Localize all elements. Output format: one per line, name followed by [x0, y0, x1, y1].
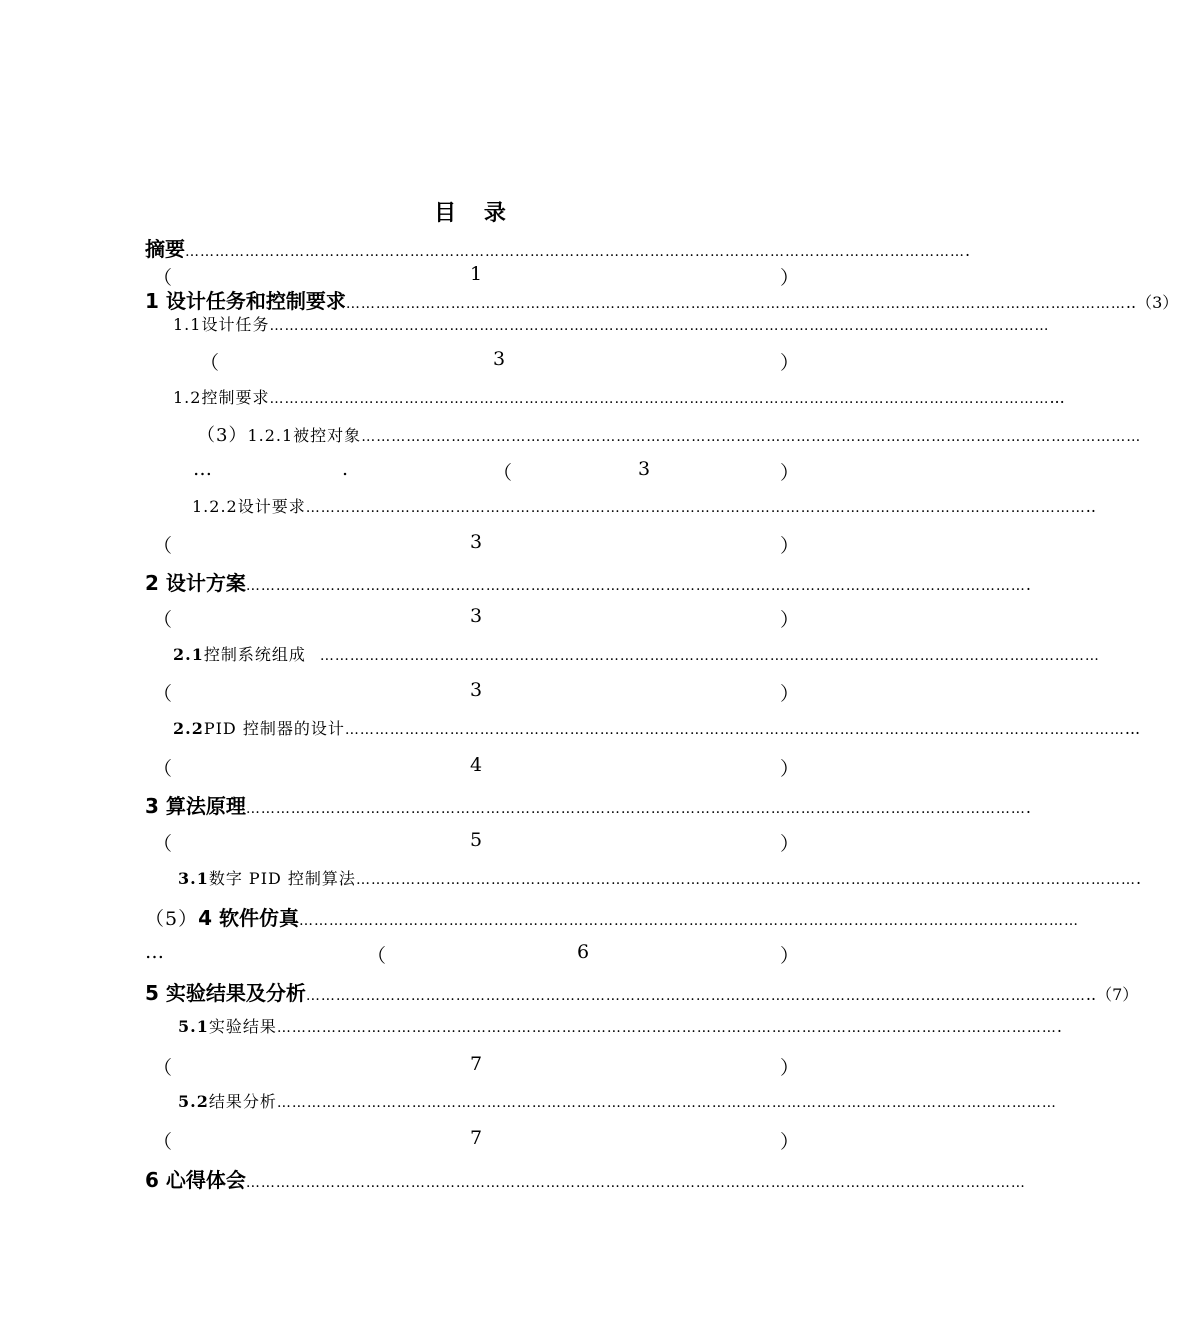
page-number-row [145, 348, 809, 376]
dot-leader: ………………………………………………………………………………………………………………………………………… [245, 578, 1026, 594]
page-number: 3 [493, 348, 506, 370]
paren-close: ） [779, 945, 799, 967]
dot-leader: ………………………………………………………………………………………………………………………………………… [344, 722, 1125, 738]
dot-leader: ………………………………………………………………………………………………………………………………………… [269, 318, 1050, 334]
toc-entry-section-4[interactable] [145, 902, 1079, 932]
page-number: 1 [470, 263, 483, 285]
toc-entry-prefix: （3） [197, 425, 248, 446]
toc-entry-number: 1.1 [173, 315, 202, 334]
page-number-row [145, 1127, 809, 1155]
toc-entry-tail: ..（7） [1085, 985, 1139, 1004]
toc-entry-number: 1.2 [173, 388, 202, 407]
toc-entry-section-1-2-2[interactable] [145, 494, 1096, 524]
paren-close: ） [779, 683, 799, 705]
page-number: 3 [470, 679, 483, 701]
page-number: 3 [470, 531, 483, 553]
paren-open: （ [153, 609, 173, 631]
dot-leader: ………………………………………………………………………………………………………………………………………… [276, 1020, 1057, 1036]
toc-entry-section-1-2[interactable] [145, 385, 1065, 415]
toc-entry-label: 数字 PID 控制算法 [208, 869, 356, 888]
toc-entry-tail: . [1025, 798, 1031, 817]
dot-leader: ………………………………………………………………………………………………………………………………………… [345, 296, 1126, 312]
toc-entry-tail: . [1135, 869, 1142, 888]
toc-entry-label: 设计要求 [237, 497, 306, 516]
paren-close: ） [779, 1057, 799, 1079]
paren-open: （ [153, 758, 173, 780]
toc-entry-abstract[interactable] [145, 233, 971, 263]
paren-open: （ [153, 683, 173, 705]
paren-open: （ [153, 833, 173, 855]
dot-leader: ………………………………………………………………………………………………………………………………………… [245, 1175, 1026, 1191]
paren-open: （ [153, 1131, 173, 1153]
paren-close: ） [779, 1131, 799, 1153]
toc-entry-label: 4 软件仿真 [198, 906, 299, 930]
paren-open: （ [153, 1057, 173, 1079]
toc-entry-label: PID 控制器的设计 [203, 719, 345, 738]
toc-entry-tail: ... [1124, 719, 1141, 738]
page-number: 7 [470, 1127, 483, 1149]
paren-close: ） [779, 758, 799, 780]
toc-entry-number: 2.1 [173, 645, 204, 664]
paren-open: （ [367, 945, 387, 967]
toc-entry-number: 1.2.2 [192, 497, 238, 516]
toc-entry-section-5-2[interactable] [145, 1089, 1057, 1119]
dot-leader: ………………………………………………………………………………………………………………………………………… [276, 1095, 1057, 1111]
toc-entry-tail: . [965, 241, 971, 260]
paren-open: （ [153, 267, 173, 289]
toc-entry-section-3[interactable] [145, 790, 1031, 820]
toc-entry-tail: ..（3） [1125, 293, 1178, 312]
toc-entry-label: 被控对象 [293, 426, 362, 445]
toc-entry-label: 设计任务 [201, 315, 270, 334]
toc-entry-label: 摘要 [145, 237, 185, 261]
toc-entry-section-2-2[interactable] [145, 716, 1141, 746]
toc-entry-number: 3.1 [178, 869, 209, 888]
continuation-ellipsis: … [145, 941, 164, 963]
toc-entry-label: 5 实验结果及分析 [145, 981, 306, 1005]
dot-leader: ………………………………………………………………………………………………………………………………………… [361, 429, 1142, 445]
toc-entry-label: 实验结果 [208, 1017, 277, 1036]
dot-leader: ………………………………………………………………………………………………………………………………………… [355, 872, 1136, 888]
page-number: 6 [577, 941, 590, 963]
paren-close: ） [779, 833, 799, 855]
page-number-row [145, 458, 809, 486]
page-number-row [145, 829, 809, 857]
dot-leader: ………………………………………………………………………………………………………………………………………… [269, 391, 1050, 407]
paren-close: ） [779, 462, 799, 484]
paren-close: ） [779, 352, 799, 374]
page-number: 3 [638, 458, 651, 480]
page-number: 7 [470, 1053, 483, 1075]
dot-leader: ………………………………………………………………………………………………………………………………………… [319, 648, 1100, 664]
toc-entry-tail: ... [1049, 388, 1065, 407]
dot-leader: ………………………………………………………………………………………………………………………………………… [185, 244, 965, 260]
toc-title: 目 录 [434, 201, 516, 226]
toc-entry-section-1-1[interactable] [145, 312, 1050, 342]
paren-close: ） [779, 535, 799, 557]
page-number: 4 [470, 754, 483, 776]
dot-leader: ………………………………………………………………………………………………………………………………………… [298, 913, 1079, 929]
paren-open: （ [493, 462, 513, 484]
toc-entry-label: 3 算法原理 [145, 794, 246, 818]
toc-entry-section-5-1[interactable] [145, 1014, 1062, 1044]
paren-close: ） [779, 609, 799, 631]
continuation-ellipsis: … [193, 458, 212, 480]
toc-entry-label: 结果分析 [208, 1092, 277, 1111]
toc-entry-section-3-1[interactable] [145, 866, 1142, 896]
toc-entry-section-2-1[interactable] [145, 642, 1100, 672]
toc-entry-label: 6 心得体会 [145, 1168, 246, 1192]
paren-open: （ [153, 535, 173, 557]
continuation-dot: . [342, 458, 349, 480]
toc-entry-section-1-2-1[interactable] [145, 421, 1142, 451]
toc-entry-label: 控制系统组成 [203, 645, 306, 664]
page-number-row [145, 941, 809, 969]
toc-entry-tail: . [1056, 1017, 1062, 1036]
dot-leader: ………………………………………………………………………………………………………………………………………… [245, 801, 1026, 817]
page-number: 3 [470, 605, 483, 627]
page-number-row [145, 679, 809, 707]
toc-entry-tail: .. [1085, 497, 1096, 516]
paren-close: ） [779, 267, 799, 289]
toc-entry-label: 1 设计任务和控制要求 [145, 289, 346, 313]
toc-entry-tail: . [1025, 575, 1031, 594]
toc-entry-section-2[interactable] [145, 567, 1031, 597]
page-number-row [145, 1053, 809, 1081]
toc-entry-section-6[interactable] [145, 1164, 1026, 1194]
toc-entry-label: 控制要求 [201, 388, 270, 407]
toc-entry-number: 1.2.1 [247, 426, 294, 445]
page-number: 5 [470, 829, 483, 851]
toc-entry-number: 5.2 [178, 1092, 209, 1111]
toc-entry-number: 5.1 [178, 1017, 209, 1036]
paren-open: （ [200, 352, 220, 374]
toc-entry-prefix: （5） [145, 908, 199, 930]
toc-entry-label: 2 设计方案 [145, 571, 246, 595]
toc-entry-section-5[interactable] [145, 977, 1139, 1007]
toc-entry-section-1[interactable] [145, 285, 1178, 315]
dot-leader: ………………………………………………………………………………………………………………………………………… [305, 988, 1086, 1004]
page-number-row [145, 754, 809, 782]
page-number-row [145, 531, 809, 559]
dot-leader: ………………………………………………………………………………………………………………………………………… [305, 500, 1086, 516]
toc-entry-number: 2.2 [173, 719, 204, 738]
page-number-row [145, 605, 809, 633]
